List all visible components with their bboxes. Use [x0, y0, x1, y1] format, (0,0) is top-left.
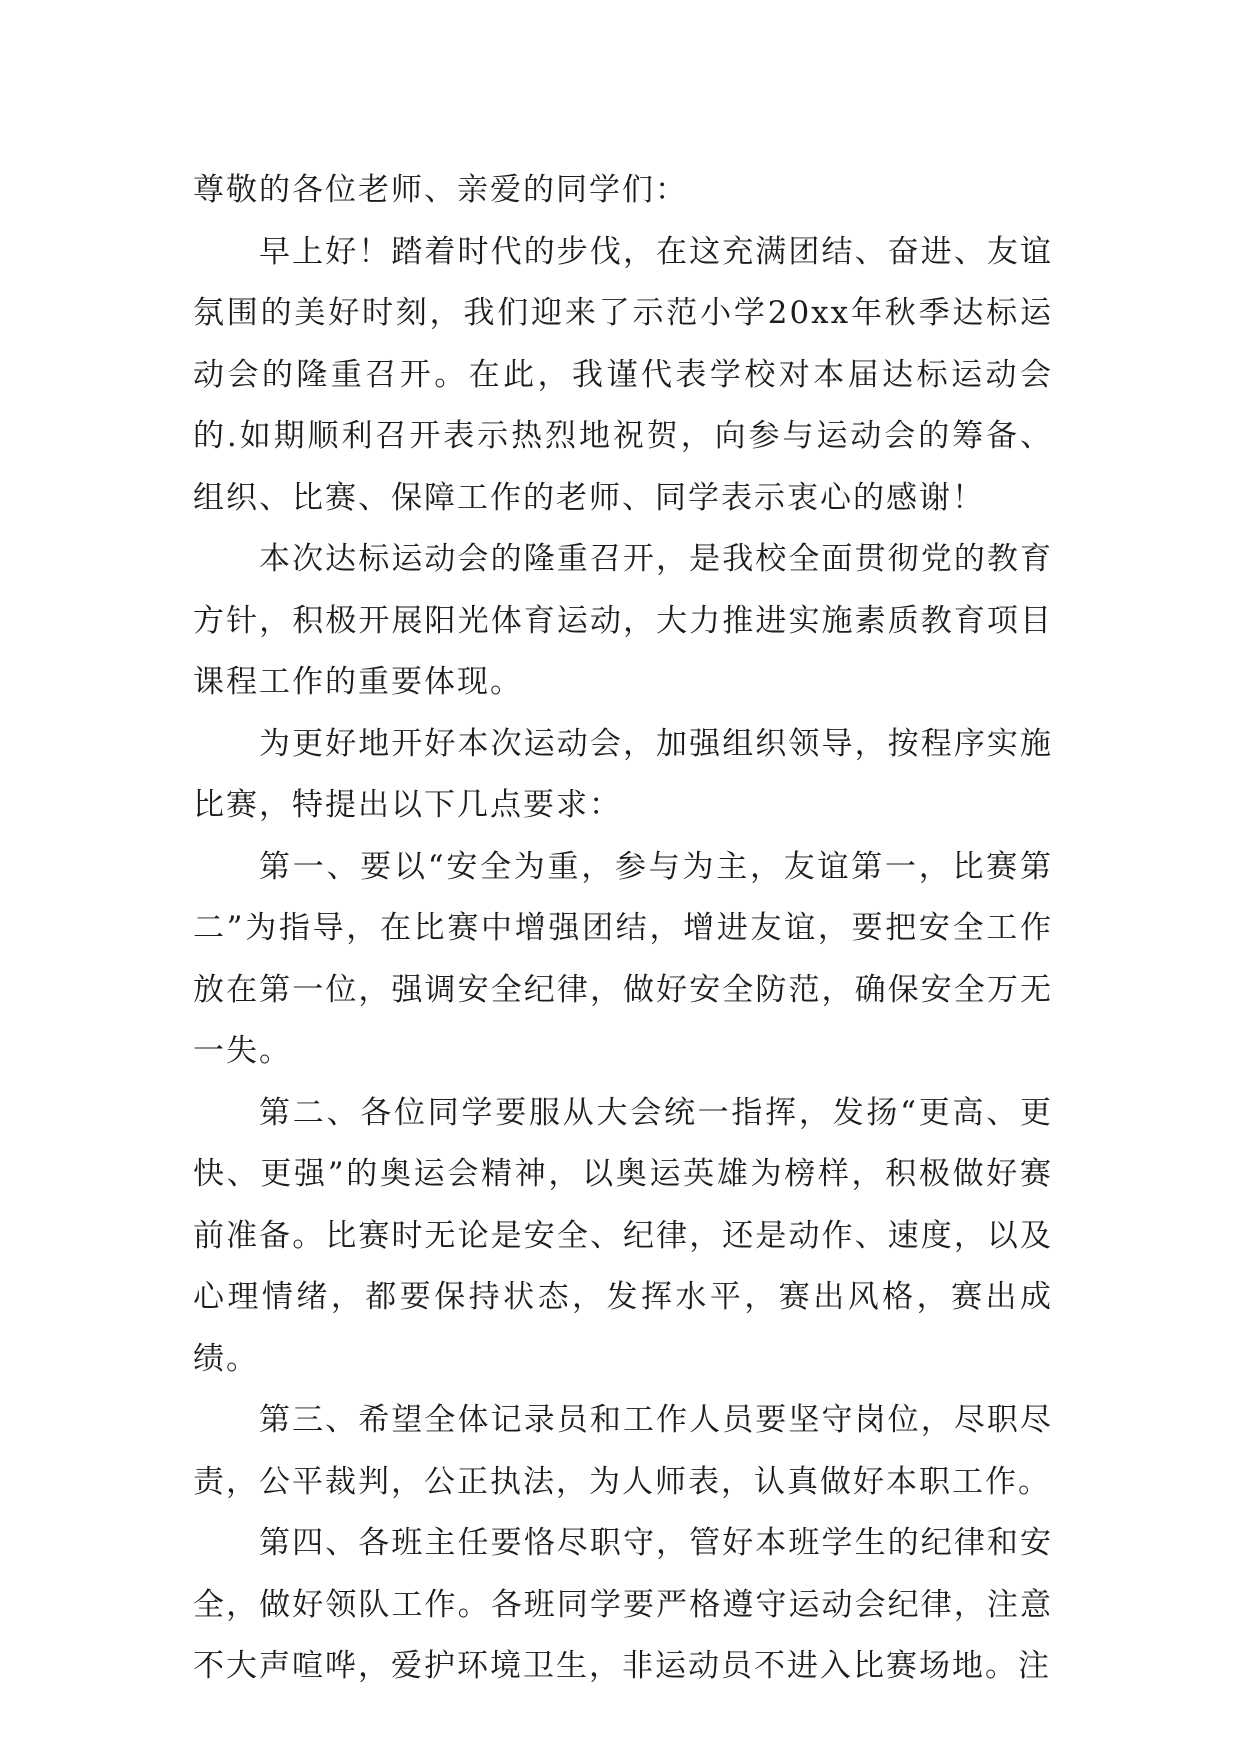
paragraph-significance: 本次达标运动会的隆重召开，是我校全面贯彻党的教育方针，积极开展阳光体育运动，大力推进实施素质教育项目课程工作的重要体现。 [193, 541, 1053, 700]
salutation: 尊敬的各位老师、亲爱的同学们： [193, 172, 688, 208]
paragraph-greeting: 早上好！踏着时代的步伐，在这充满团结、奋进、友谊氛围的美好时刻，我们迎来了示范小学20xx年秋季达标运动会的隆重召开。在此，我谨代表学校对本届达标运动会的.如期顺利召开表示热烈地祝贺，向参与运动会的筹备、组织、比赛、保障工作的老师、同学表示衷心的感谢！ [193, 233, 1053, 516]
paragraph-requirement-3: 第三、希望全体记录员和工作人员要坚守岗位，尽职尽责，公平裁判，公正执法，为人师表，认真做好本职工作。 [193, 1402, 1053, 1500]
paragraph-requirement-4: 第四、各班主任要恪尽职守，管好本班学生的纪律和安全，做好领队工作。各班同学要严格遵守运动会纪律，注意不大声喧哗，爱护环境卫生，非运动员不进入比赛场地。注 [193, 1525, 1053, 1684]
document-body [193, 160, 1053, 1698]
paragraph-requirement-2: 第二、各位同学要服从大会统一指挥，发扬“更高、更快、更强”的奥运会精神，以奥运英雄为榜样，积极做好赛前准备。比赛时无论是安全、纪律，还是动作、速度，以及心理情绪，都要保持状态，发挥水平，赛出风格，赛出成绩。 [193, 1094, 1053, 1377]
paragraph-requirement-1: 第一、要以“安全为重，参与为主，友谊第一，比赛第二”为指导，在比赛中增强团结，增进友谊，要把安全工作放在第一位，强调安全纪律，做好安全防范，确保安全万无一失。 [193, 848, 1053, 1069]
paragraph-requirements-intro: 为更好地开好本次运动会，加强组织领导，按程序实施比赛，特提出以下几点要求： [193, 725, 1053, 823]
